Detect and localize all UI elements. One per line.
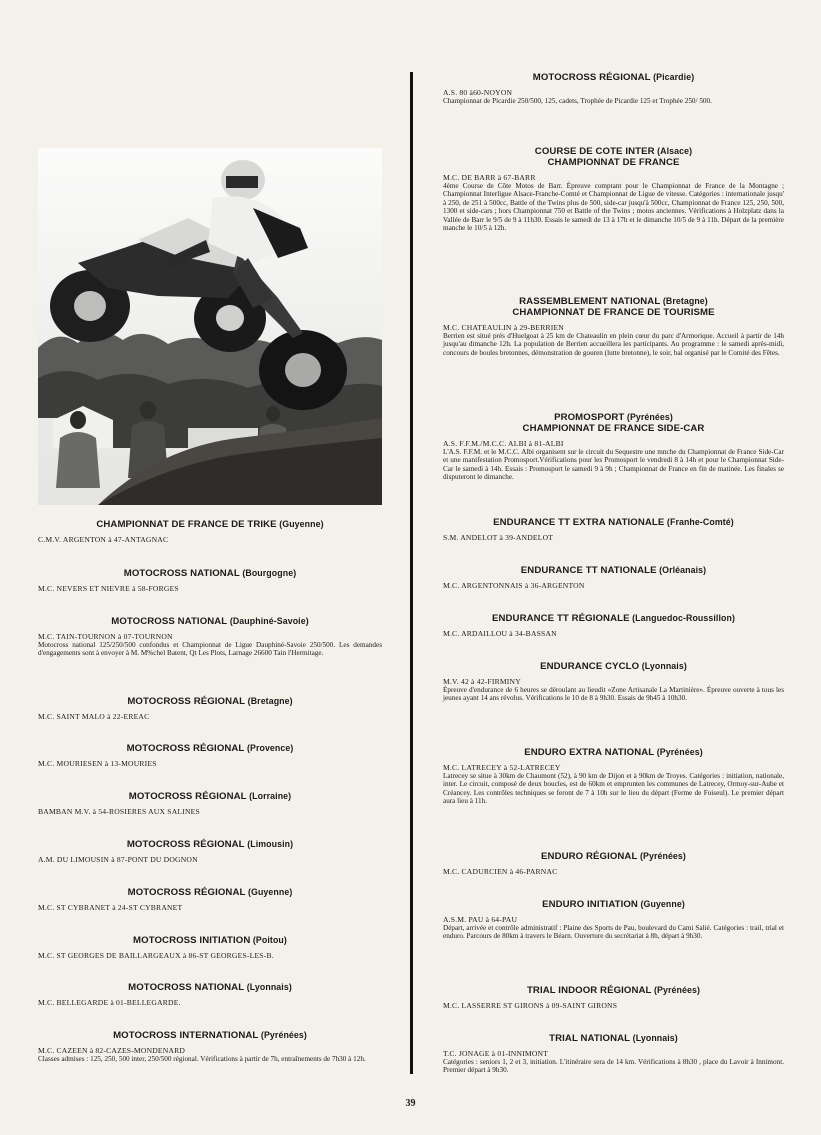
event-title: [443, 899, 784, 910]
left-entry: [38, 839, 382, 864]
event-region: (Pyrénées): [258, 1030, 307, 1040]
organizer-club: M.C. NEVERS ET NIEVRE à 58-FORGES: [38, 584, 179, 593]
event-title: [38, 519, 382, 530]
event-region: (Poitou): [250, 935, 287, 945]
event-region: (Lorraine): [246, 791, 292, 801]
organizer-club: M.C. ST GEORGES DE BAILLARGEAUX à 86-ST GEORGES-LES-B.: [38, 951, 274, 960]
right-entry: [443, 985, 784, 1010]
organizer-club: M.C. ARDAILLOU à 34-BASSAN: [443, 629, 557, 638]
column-divider: [410, 72, 413, 1074]
event-description: Berrien est situé près d'Huelgoat à 25 km de Chateaulin en plein cœur du parc d'Armorique. Accueil à partir de 14h jusqu'au dimanche 12h. La population de Berrien accueillera les participants. Au programme : le samedi après-midi, concours de boules bretonnes, démonstration de gouren (lutte bretonne), le soir, bal organisé par le Comité des Fêtes.: [443, 332, 784, 357]
trike-jump-photo: [38, 148, 382, 505]
event-subtitle: CHAMPIONNAT DE FRANCE: [547, 157, 680, 168]
event-description: Classes admises : 125, 250, 500 inter, 250/500 régional. Vérifications à partir de 7h, entraînements de 7h30 à 12h.: [38, 1055, 366, 1063]
organizer-club: M.C. DE BARR à 67-BARR: [443, 173, 536, 182]
event-region: (Franhe-Comté): [664, 517, 734, 527]
organizer-club: M.C. MOURIESEN à 13-MOURIES: [38, 759, 157, 768]
event-title: [443, 72, 784, 83]
event-name: MOTOCROSS RÉGIONAL: [127, 696, 246, 707]
event-title: [443, 661, 784, 672]
organizer-club: A.S.M. PAU à 64-PAU: [443, 915, 518, 924]
event-title: [38, 887, 382, 898]
organizer-club: M.C. SAINT MALO à 22-EREAC: [38, 712, 150, 721]
event-region: (Limousin): [244, 839, 294, 849]
event-title: [443, 296, 784, 318]
event-description: Championnat de Picardie 250/500, 125, cadets, Trophée de Picardie 125 et Trophée 250/ 500.: [443, 97, 712, 105]
left-entry: [38, 1030, 382, 1063]
left-entry: [38, 743, 382, 768]
organizer-club: M.C. ARGENTONNAIS à 36-ARGENTON: [443, 581, 585, 590]
event-name: PROMOSPORT: [554, 412, 625, 423]
event-title: [38, 696, 382, 707]
right-entry: [443, 851, 784, 876]
left-entry: [38, 568, 382, 593]
event-title: [38, 791, 382, 802]
event-title: [38, 839, 382, 850]
event-name: MOTOCROSS RÉGIONAL: [127, 887, 246, 898]
organizer-club: C.M.V. ARGENTON à 47-ANTAGNAC: [38, 535, 169, 544]
event-description: Épreuve d'endurance de 6 heures se déroulant au lieudit «Zone Artisanale La Martinière». Épreuve ouverte à tous les jeunes ayant 14 ans révolus. Vérifications le 10 de 8 à 9h30. Essais de 9h45 à 10h30.: [443, 686, 784, 703]
organizer-club: M.C. TAIN-TOURNON à 07-TOURNON: [38, 632, 173, 641]
event-name: TRIAL NATIONAL: [549, 1033, 631, 1044]
left-entry: [38, 791, 382, 816]
event-region: (Orléanais): [656, 565, 707, 575]
event-name: MOTOCROSS INITIATION: [133, 935, 251, 946]
event-title: [38, 935, 382, 946]
organizer-club: M.C. LASSERRE ST GIRONS à 09-SAINT GIRONS: [443, 1001, 618, 1010]
organizer-club: M.V. 42 à 42-FIRMINY: [443, 677, 521, 686]
organizer-club: M.C. CHATEAULIN à 29-BERRIEN: [443, 323, 564, 332]
right-entry: [443, 613, 784, 638]
event-title: [38, 616, 382, 627]
event-region: (Bretagne): [245, 696, 293, 706]
organizer-club: M.C. ST CYBRANET à 24-ST CYBRANET: [38, 903, 183, 912]
left-entry: [38, 887, 382, 912]
organizer-club: A.S. F.F.M./M.C.C. ALBI à 81-ALBI: [443, 439, 564, 448]
right-entry: [443, 661, 784, 703]
event-region: (Pyrénées): [624, 412, 673, 422]
right-entry: [443, 899, 784, 941]
event-region: (Bretagne): [660, 296, 708, 306]
right-entry: [443, 1033, 784, 1075]
left-entry: [38, 519, 382, 544]
event-region: (Bourgogne): [239, 568, 297, 578]
event-title: [443, 565, 784, 576]
event-region: (Lyonnais): [630, 1033, 678, 1043]
event-region: (Dauphiné-Savoie): [227, 616, 309, 626]
event-title: [38, 743, 382, 754]
event-title: [443, 146, 784, 168]
left-entry: [38, 982, 382, 1007]
event-name: ENDURO INITIATION: [542, 899, 638, 910]
event-region: (Pyrénées): [637, 851, 686, 861]
event-name: MOTOCROSS NATIONAL: [123, 568, 240, 579]
event-name: ENDURANCE TT RÉGIONALE: [491, 613, 630, 624]
right-entry: [443, 517, 784, 542]
event-name: ENDURO RÉGIONAL: [541, 851, 638, 862]
event-name: ENDURANCE TT EXTRA NATIONALE: [493, 517, 665, 528]
event-description: L'A.S. F.F.M. et le M.C.C. Albi organisent sur le circuit du Sequestre une mnche du Championnat de France Side-Car et une manifestation Promosport.Vérifications pour les Promosport le vendredi 8 à 14h et pour le Championnat Side-Car le samedi à 14h. Essais : Promosport le samedi 9 à 9h ; Championnat de France en fin de matinée. Les finales se disputeront le dimanche.: [443, 448, 784, 482]
event-name: MOTOCROSS NATIONAL: [111, 616, 228, 627]
event-subtitle: CHAMPIONNAT DE FRANCE SIDE-CAR: [522, 423, 705, 434]
organizer-club: A.M. DU LIMOUSIN à 87-PONT DU DOGNON: [38, 855, 198, 864]
event-name: MOTOCROSS NATIONAL: [128, 982, 245, 993]
organizer-club: A.S. 80 à60-NOYON: [443, 88, 513, 97]
left-entry: [38, 935, 382, 960]
event-region: (Lyonnais): [639, 661, 687, 671]
event-title: [443, 412, 784, 434]
event-description: Catégories : seniors 1, 2 et 3, initiation. L'itinéraire sera de 14 km. Vérifications à 8h30 , place du Lavoir à Innimont. Premier départ à 9h30.: [443, 1058, 784, 1075]
event-title: [443, 613, 784, 624]
event-name: MOTOCROSS RÉGIONAL: [126, 743, 245, 754]
event-title: [443, 747, 784, 758]
event-name: MOTOCROSS INTERNATIONAL: [113, 1030, 259, 1041]
event-description: Motocross national 125/250/500 confondus et Championnat de Ligue Dauphiné-Savoie 250/500. Les demandes d'engagements sont à envoyer à M. M%chel Batent, Qt Les Plots, Larnage 26600 Tain l'Hermitage.: [38, 641, 382, 658]
event-region: (Languedoc-Roussillon): [629, 613, 735, 623]
event-name: MOTOCROSS RÉGIONAL: [128, 791, 247, 802]
event-description: 4ème Course de Côte Motos de Barr. Épreuve comptant pour le Championnat de France de la Montagne ; Championnat Interligue Alsace-Franche-Comté et Championnat de Ligue de vitesse. Catégories : internationale jusqu' à 250, de 251 à 500cc, Battle of the Twins plus de 500, side-car jusqu'à 500cc, Championnat de France 125, 250, 500, 1300 et side-cars ; hors Championnat 750 et Battle of the Twins ; motos anciennes. Vérifications à Holzplatz dans la Vallée de Barr le 9/5 de 9 à 11h30. Essais le samedi de 13 à 17h et le dimanche 10/5 de 9 à 11h. Départ de la première manche le 10/5 à 12h.: [443, 182, 784, 233]
event-region: (Pyrénées): [654, 747, 703, 757]
right-entry: [443, 565, 784, 590]
event-title: [443, 985, 784, 996]
left-entry: [38, 696, 382, 721]
event-title: [443, 851, 784, 862]
event-name: ENDURO EXTRA NATIONAL: [524, 747, 655, 758]
event-region: (Picardie): [650, 72, 695, 82]
event-region: (Guyenne): [637, 899, 685, 909]
organizer-club: M.C. CAZEEN à 82-CAZES-MONDENARD: [38, 1046, 186, 1055]
event-name: MOTOCROSS RÉGIONAL: [126, 839, 245, 850]
event-title: [38, 568, 382, 579]
event-region: (Lyonnais): [244, 982, 292, 992]
organizer-club: M.C. CADURCIEN à 46-PARNAC: [443, 867, 558, 876]
organizer-club: M.C. BELLEGARDE à 01-BELLEGARDE.: [38, 998, 181, 1007]
event-title: [38, 1030, 382, 1041]
event-title: [38, 982, 382, 993]
event-description: Latrecey se situe à 30km de Chaumont (52), à 90 km de Dijon et à 90km de Troyes. Catégories : initiation, nationale, inter. Le circuit, composé de deux boucles, est de 60km et emprunten les communes de Latrecey, Ormoy-sur-Aube et Créancey. Les contrôles techniques se feront de 7 à 10h sur le lieu du départ (Ferme de Foiseul). Le premier départ aura lieu à 11h.: [443, 772, 784, 806]
event-name: ENDURANCE CYCLO: [540, 661, 640, 672]
right-entry: [443, 72, 784, 105]
event-region: (Guyenne): [245, 887, 293, 897]
event-name: RASSEMBLEMENT NATIONAL: [519, 296, 661, 307]
event-name: COURSE DE COTE INTER: [534, 146, 655, 157]
event-title: [443, 1033, 784, 1044]
right-entry: [443, 296, 784, 357]
event-region: (Pyrénées): [651, 985, 701, 995]
right-entry: [443, 412, 784, 482]
right-entry: [443, 747, 784, 806]
event-name: MOTOCROSS RÉGIONAL: [532, 72, 651, 83]
event-region: (Alsace): [654, 146, 693, 156]
organizer-club: M.C. LATRECEY à 52-LATRECEY: [443, 763, 561, 772]
right-entry: [443, 146, 784, 232]
event-name: CHAMPIONNAT DE FRANCE DE TRIKE: [96, 519, 277, 530]
organizer-club: BAMBAN M.V. à 54-ROSIERES AUX SALINES: [38, 807, 200, 816]
event-name: TRIAL INDOOR RÉGIONAL: [526, 985, 652, 996]
event-subtitle: CHAMPIONNAT DE FRANCE DE TOURISME: [512, 307, 715, 318]
event-name: ENDURANCE TT NATIONALE: [520, 565, 657, 576]
event-region: (Provence): [244, 743, 294, 753]
event-title: [443, 517, 784, 528]
organizer-club: T.C. JONAGE à 01-INNIMONT: [443, 1049, 549, 1058]
page-number: 39: [405, 1098, 416, 1109]
left-entry: [38, 616, 382, 658]
event-region: (Guyenne): [276, 519, 324, 529]
organizer-club: S.M. ANDELOT à 39-ANDELOT: [443, 533, 554, 542]
event-description: Départ, arrivée et contrôle administratif : Plaine des Sports de Pau, boulevard du Cami Salié. Catégories : trail, trial et enduro. Parcours de 80km à travers le Béarn. Ouverture du secrétariat à 8h, départ à 9h30.: [443, 924, 784, 941]
